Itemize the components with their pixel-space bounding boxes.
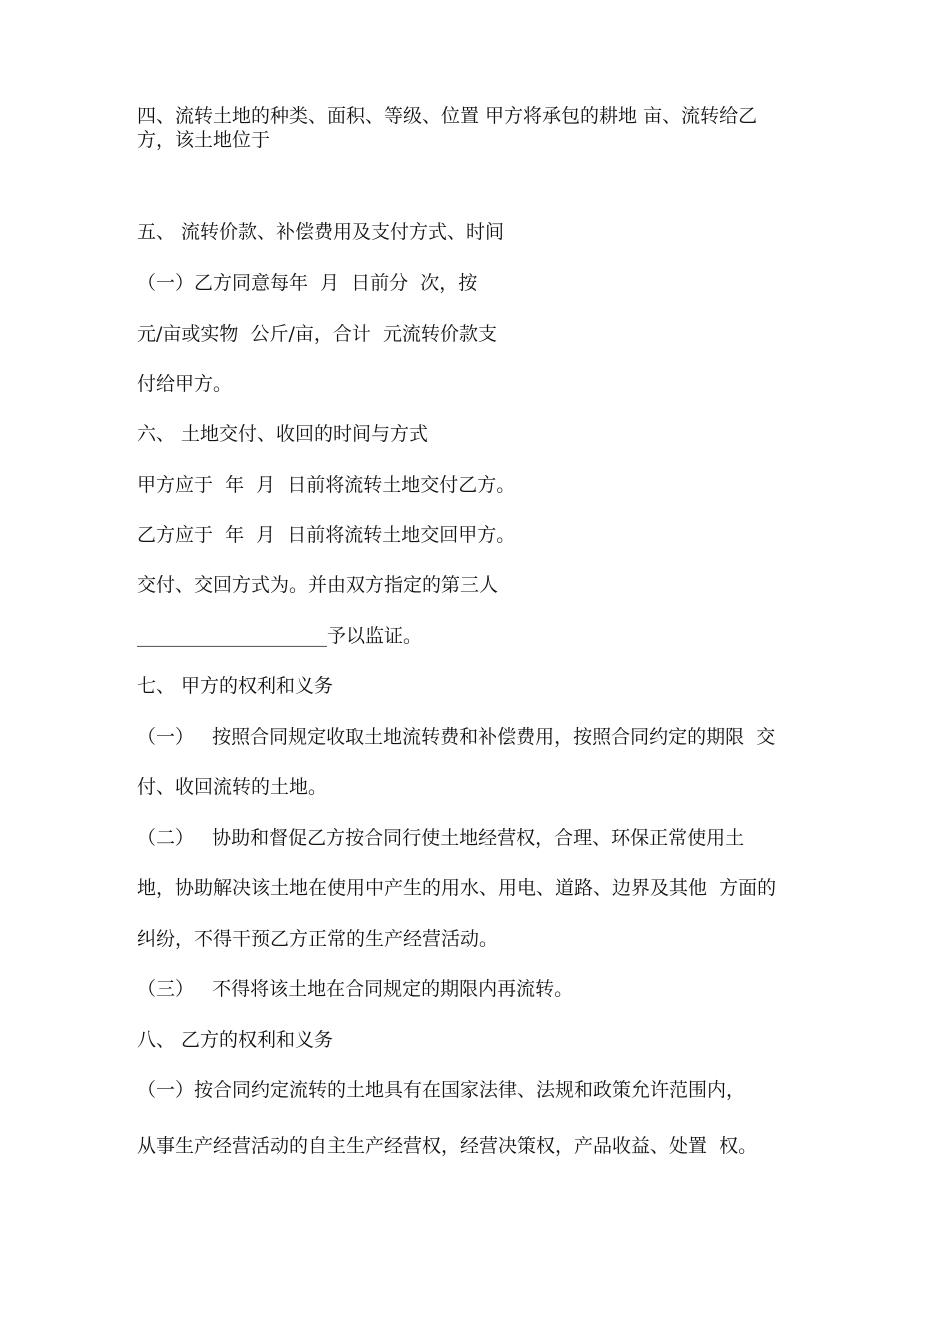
- paragraph-line: （一）乙方同意每年 月 日前分 次，按: [137, 272, 478, 294]
- paragraph-line: （二） 协助和督促乙方按合同行使土地经营权，合理、环保正常使用土: [137, 827, 745, 849]
- paragraph-line: 纠纷，不得干预乙方正常的生产经营活动。: [137, 928, 499, 950]
- paragraph-line: （一） 按照合同规定收取土地流转费和补偿费用，按照合同约定的期限 交: [137, 726, 776, 748]
- section-6-heading: 六、 土地交付、收回的时间与方式: [137, 423, 429, 445]
- paragraph-line: 元/亩或实物 公斤/亩，合计 元流转价款支: [137, 323, 497, 345]
- paragraph-line: 从事生产经营活动的自主生产经营权，经营决策权，产品收益、处置 权。: [137, 1135, 758, 1157]
- paragraph-line: 交付、交回方式为。并由双方指定的第三人: [137, 574, 499, 596]
- paragraph-line: 付给甲方。: [137, 373, 233, 395]
- paragraph-line: 付、收回流转的土地。: [137, 776, 328, 798]
- paragraph-line: 地，协助解决该土地在使用中产生的用水、用电、道路、边界及其他 方面的: [137, 877, 777, 899]
- paragraph-line: 甲方应于 年 月 日前将流转土地交付乙方。: [137, 474, 516, 496]
- paragraph-line: ____________________予以监证。: [137, 625, 423, 647]
- section-4-heading-line-1: 四、流转土地的种类、面积、等级、位置 甲方将承包的耕地 亩、流转给乙: [137, 105, 758, 127]
- section-4-heading-line-2: 方，该土地位于: [137, 129, 271, 151]
- section-7-heading: 七、 甲方的权利和义务: [137, 675, 334, 697]
- paragraph-line: （一）按合同约定流转的土地具有在国家法律、法规和政策允许范围内，: [137, 1079, 746, 1101]
- section-8-heading: 八、 乙方的权利和义务: [137, 1029, 334, 1051]
- paragraph-line: （三） 不得将该土地在合同规定的期限内再流转。: [137, 978, 574, 1000]
- section-5-heading: 五、 流转价款、补偿费用及支付方式、时间: [137, 221, 505, 243]
- paragraph-line: 乙方应于 年 月 日前将流转土地交回甲方。: [137, 524, 516, 546]
